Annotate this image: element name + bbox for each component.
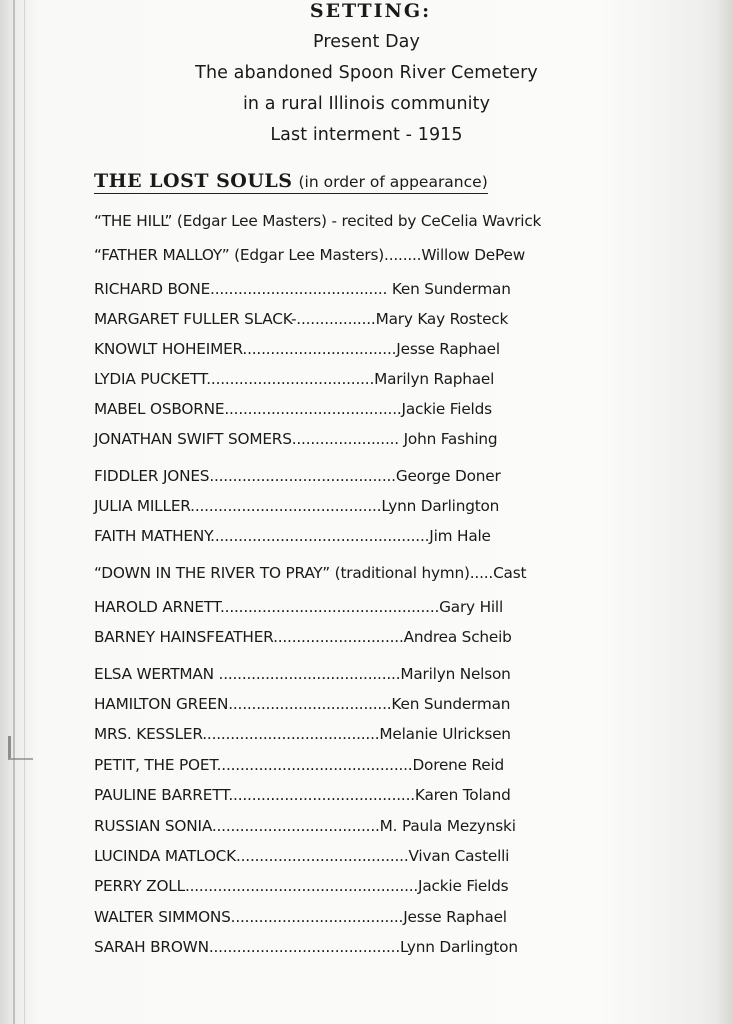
cast-entry: PETIT, THE POET..........................................Dorene Reid xyxy=(94,756,505,774)
cast-entry: MRS. KESSLER......................................Melanie Ulricksen xyxy=(94,725,511,743)
setting-heading: SETTING: xyxy=(309,0,432,22)
cast-entry: WALTER SIMMONS.....................................Jesse Raphael xyxy=(94,908,507,926)
binding-fold-line xyxy=(13,0,15,1024)
cast-entry: “DOWN IN THE RIVER TO PRAY” (traditional hymn).....Cast xyxy=(94,564,527,582)
cast-entry: MARGARET FULLER SLACK-.................Mary Kay Rosteck xyxy=(94,310,509,328)
cast-entry: “FATHER MALLOY” (Edgar Lee Masters)........Willow DePew xyxy=(94,246,526,264)
cast-entry: JULIA MILLER.........................................Lynn Darlington xyxy=(94,497,500,515)
cast-entry: RICHARD BONE...................................... Ken Sunderman xyxy=(94,280,511,298)
cast-entry: RUSSIAN SONIA....................................M. Paula Mezynski xyxy=(94,817,516,835)
cast-entry: PAULINE BARRETT........................................Karen Toland xyxy=(94,786,511,804)
cast-entry: SARAH BROWN.........................................Lynn Darlington xyxy=(94,938,518,956)
cast-entry: FIDDLER JONES........................................George Doner xyxy=(94,467,501,485)
binding-fold-shadow xyxy=(24,0,25,1024)
cast-entry: LUCINDA MATLOCK.....................................Vivan Castelli xyxy=(94,847,510,865)
cast-entry: KNOWLT HOHEIMER.................................Jesse Raphael xyxy=(94,340,500,358)
cast-entry: HAMILTON GREEN...................................Ken Sunderman xyxy=(94,695,511,713)
cast-entry: FAITH MATHENY...............................................Jim Hale xyxy=(94,527,491,545)
cast-entry: ELSA WERTMAN .......................................Marilyn Nelson xyxy=(94,665,511,683)
setting-line-location: in a rural Illinois community xyxy=(242,94,491,114)
page-edge xyxy=(719,0,733,1024)
setting-line-time: Present Day xyxy=(313,32,420,52)
cast-entry: JONATHAN SWIFT SOMERS....................... John Fashing xyxy=(94,430,498,448)
cast-section-title: THE LOST SOULS xyxy=(94,170,293,192)
cast-entry: PERRY ZOLL..................................................Jackie Fields xyxy=(94,877,509,895)
staple-mark xyxy=(8,736,33,760)
cast-entry: LYDIA PUCKETT....................................Marilyn Raphael xyxy=(94,370,495,388)
cast-entry: HAROLD ARNETT...............................................Gary Hill xyxy=(94,598,504,616)
setting-line-interment: Last interment - 1915 xyxy=(270,125,463,145)
cast-entry: “THE HILL” (Edgar Lee Masters) - recited by CeCelia Wavrick xyxy=(94,212,542,230)
cast-entry: BARNEY HAINSFEATHER............................Andrea Scheib xyxy=(94,628,512,646)
cast-section-subtitle: (in order of appearance) xyxy=(298,173,488,191)
cast-section-heading xyxy=(94,170,488,194)
setting-line-place: The abandoned Spoon River Cemetery xyxy=(195,63,538,83)
cast-entry: MABEL OSBORNE......................................Jackie Fields xyxy=(94,400,492,418)
